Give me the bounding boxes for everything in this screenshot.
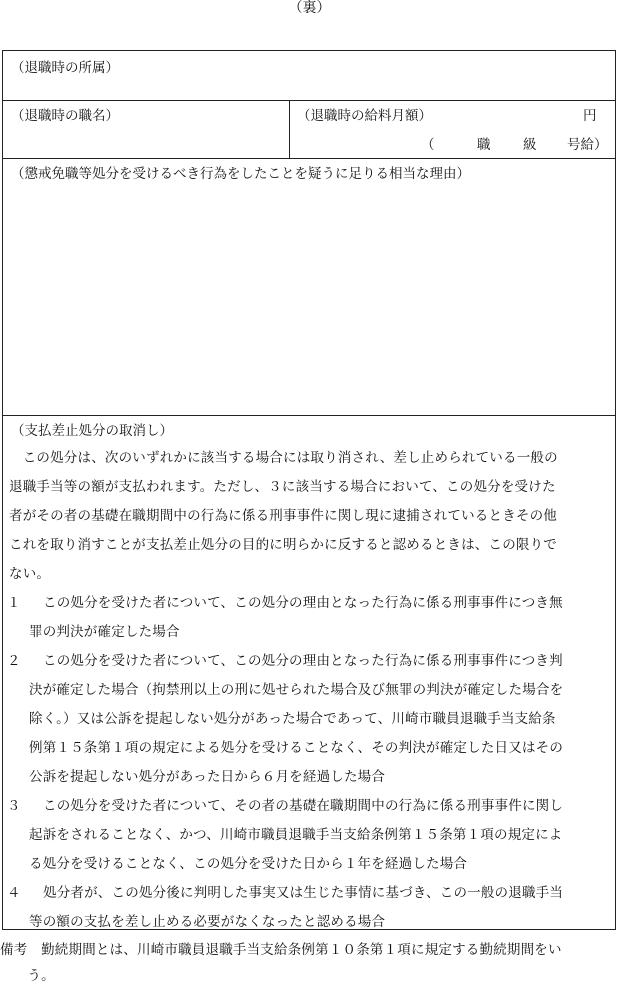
remark-line: う。 xyxy=(0,968,55,984)
paragraph-line: ない。 xyxy=(9,566,51,582)
item-line: 等の額の支払を差し止める必要がなくなったと認める場合 xyxy=(29,914,386,930)
position-label: （退職時の職名） xyxy=(11,108,119,124)
item-number: ２ xyxy=(7,653,21,669)
item-line: この処分を受けた者について、この処分の理由となった行為に係る刑事事件につき無 xyxy=(43,595,563,611)
grade-shoku-label: 職 xyxy=(477,137,491,153)
affiliation-label: （退職時の所属） xyxy=(11,60,119,76)
item-line: この処分を受けた者について、その者の基礎在職期間中の行為に係る刑事事件に関し xyxy=(43,798,564,814)
condition-item-3 xyxy=(7,792,613,879)
reason-label: （懲戒免職等処分を受けるべき行為をしたことを疑うに足りる相当な理由） xyxy=(11,166,470,182)
row-divider-affiliation xyxy=(3,100,615,101)
item-line: 例第１５条第１項の規定による処分を受けることなく、その判決が確定した日又はその xyxy=(29,740,564,756)
paragraph-line: この処分は、次のいずれかに該当する場合には取り消され、差し止められている一般の xyxy=(9,450,558,466)
page-side-label: （裏） xyxy=(288,0,331,16)
grade-kyu-label: 級 xyxy=(523,137,537,153)
grade-gokyu-label: 号給） xyxy=(567,137,608,153)
item-line: 公訴を提起しない処分があった日から６月を経過した場合 xyxy=(29,769,386,785)
condition-item-2 xyxy=(7,647,613,792)
paragraph-line: 退職手当等の額が支払われます。ただし、３に該当する場合において、この処分を受けた xyxy=(9,479,556,495)
item-line: この処分を受けた者について、この処分の理由となった行為に係る刑事事件につき判 xyxy=(43,653,563,669)
condition-item-1 xyxy=(7,589,613,647)
item-line: 起訴をされることなく、かつ、川崎市職員退職手当支給条例第１５条第１項の規定によ xyxy=(29,827,563,843)
cancel-label: （支払差止処分の取消し） xyxy=(11,423,173,439)
row-divider-reason xyxy=(3,415,615,416)
condition-item-4 xyxy=(7,879,613,937)
disposition-form-table xyxy=(2,50,616,930)
item-line: 罪の判決が確定した場合 xyxy=(29,624,180,640)
item-line: 除く。）又は公訴を提起しない処分があった場合であって、川崎市職員退職手当支給条 xyxy=(29,711,556,727)
grade-open-paren: （ xyxy=(421,137,435,153)
paragraph-line: 者がその者の基礎在職期間中の行為に係る刑事事件に関し現に逮捕されているときその他 xyxy=(9,508,557,524)
remark-line: 備考 勤続期間とは、川崎市職員退職手当支給条例第１０条第１項に規定する勤続期間をい xyxy=(0,942,562,958)
item-number: ４ xyxy=(7,885,21,901)
cancel-intro-paragraph xyxy=(9,444,615,589)
row-divider-position xyxy=(3,158,615,159)
salary-unit: 円 xyxy=(583,108,597,124)
item-line: 処分者が、この処分後に判明した事実又は生じた事情に基づき、この一般の退職手当 xyxy=(43,885,564,901)
item-line: 決が確定した場合（拘禁刑以上の刑に処せられた場合及び無罪の判決が確定した場合を xyxy=(29,682,564,698)
item-number: １ xyxy=(7,595,21,611)
item-line: る処分を受けることなく、この処分を受けた日から１年を経過した場合 xyxy=(29,856,468,872)
remark-note xyxy=(0,937,619,989)
paragraph-line: これを取り消すことが支払差止処分の目的に明らかに反すると認めるときは、この限りで xyxy=(9,537,557,553)
item-number: ３ xyxy=(7,798,21,814)
column-divider-position-salary xyxy=(289,100,290,158)
salary-label: （退職時の給料月額） xyxy=(297,108,432,124)
